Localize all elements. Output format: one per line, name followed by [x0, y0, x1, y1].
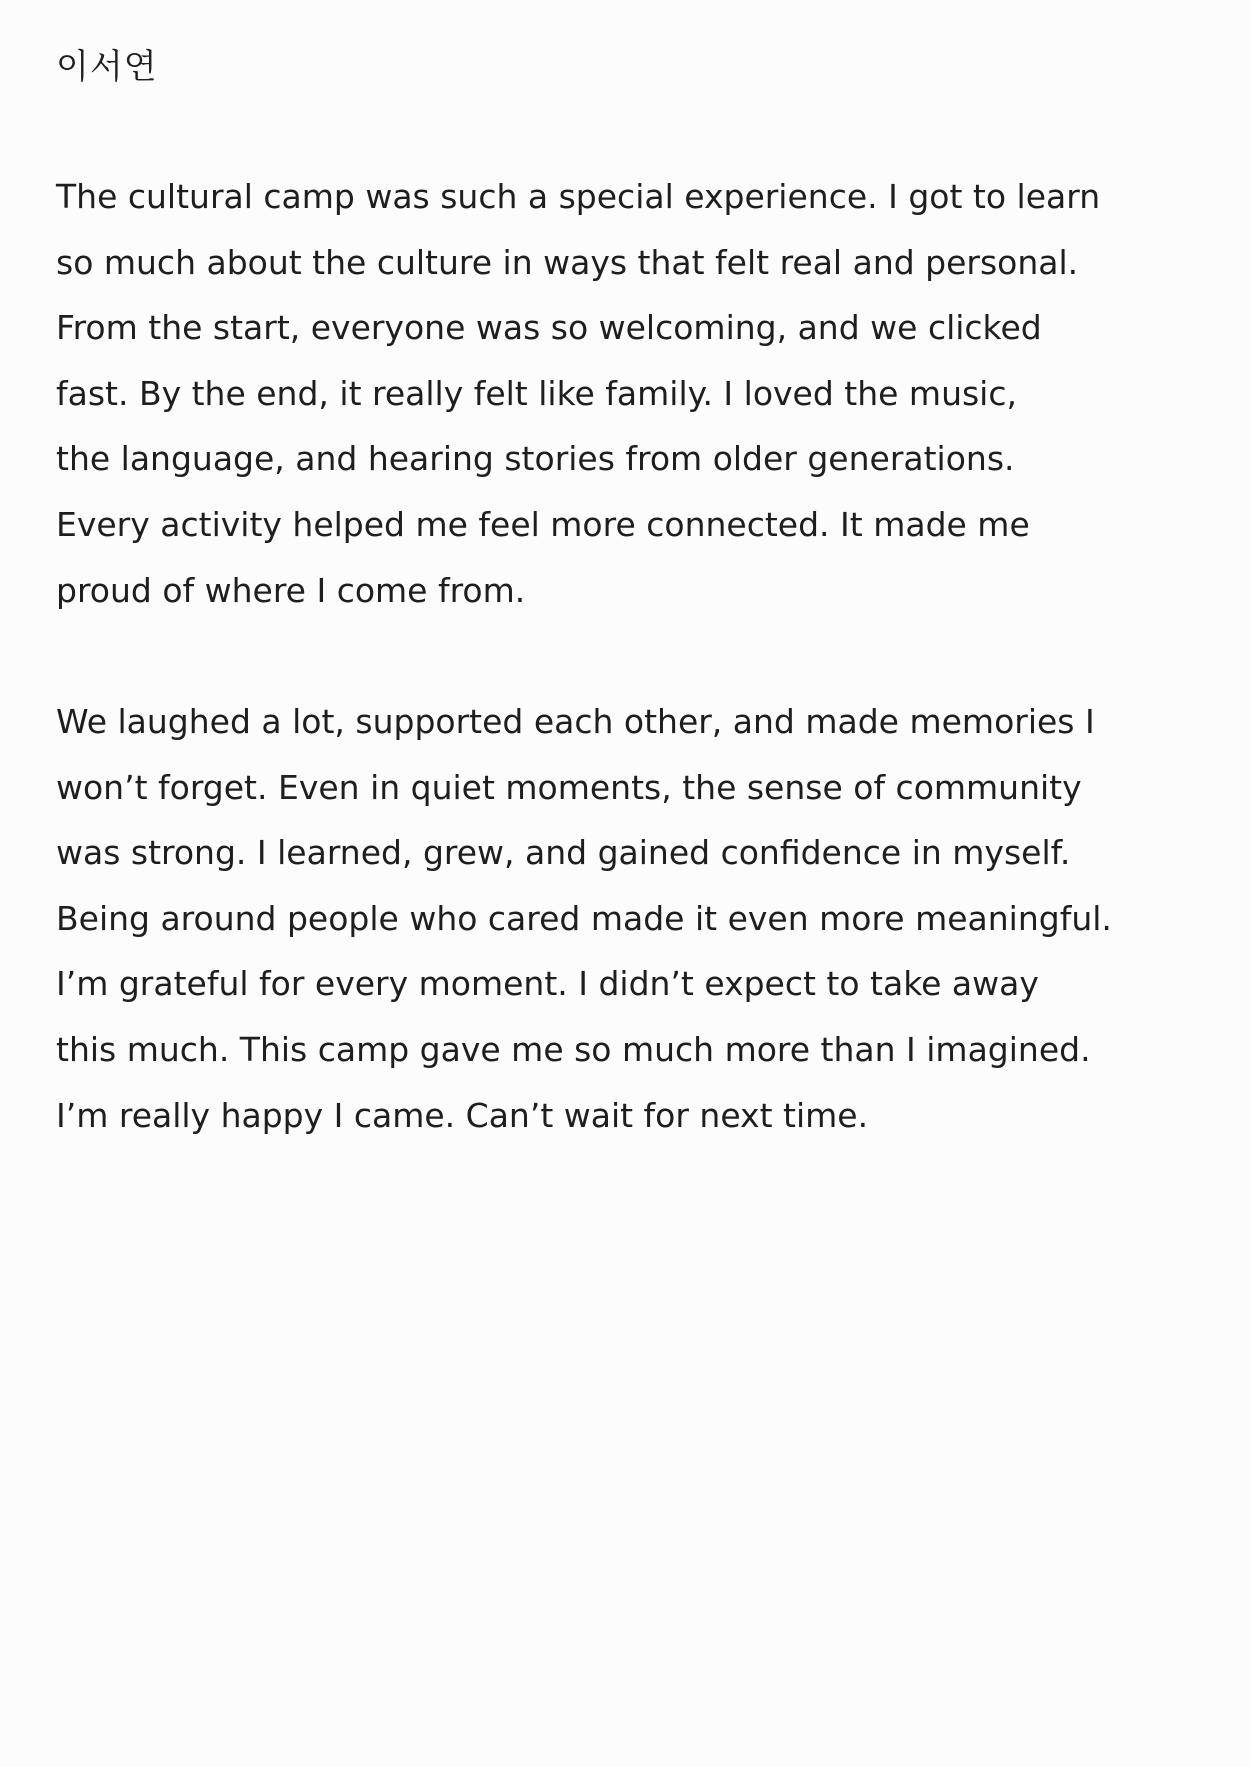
text-line: was strong. I learned, grew, and gained confidence in myself.	[56, 833, 1071, 873]
author-name: 이서연	[56, 47, 158, 87]
text-line: this much. This camp gave me so much more than I imagined.	[56, 1029, 1091, 1069]
text-line: I’m really happy I came. Can’t wait for next time.	[56, 1095, 869, 1135]
text-line: won’t forget. Even in quiet moments, the sense of community	[56, 767, 1082, 807]
text-line: We laughed a lot, supported each other, and made memories I	[56, 702, 1095, 741]
text-line: fast. By the end, it really felt like family. I loved the music,	[56, 373, 1017, 413]
paragraph-2	[56, 689, 1196, 1148]
text-line: Every activity helped me feel more connected. It made me	[56, 504, 1030, 544]
text-line: The cultural camp was such a special experience. I got to learn	[56, 177, 1101, 216]
text-line: so much about the culture in ways that felt real and personal.	[56, 242, 1079, 282]
text-line: Being around people who cared made it even more meaningful.	[56, 898, 1112, 938]
text-line: the language, and hearing stories from older generations.	[56, 439, 1015, 479]
text-line: From the start, everyone was so welcoming, and we clicked	[56, 308, 1042, 348]
paragraph-1	[56, 164, 1196, 623]
text-line: proud of where I come from.	[56, 570, 526, 610]
text-line: I’m grateful for every moment. I didn’t expect to take away	[56, 964, 1039, 1004]
